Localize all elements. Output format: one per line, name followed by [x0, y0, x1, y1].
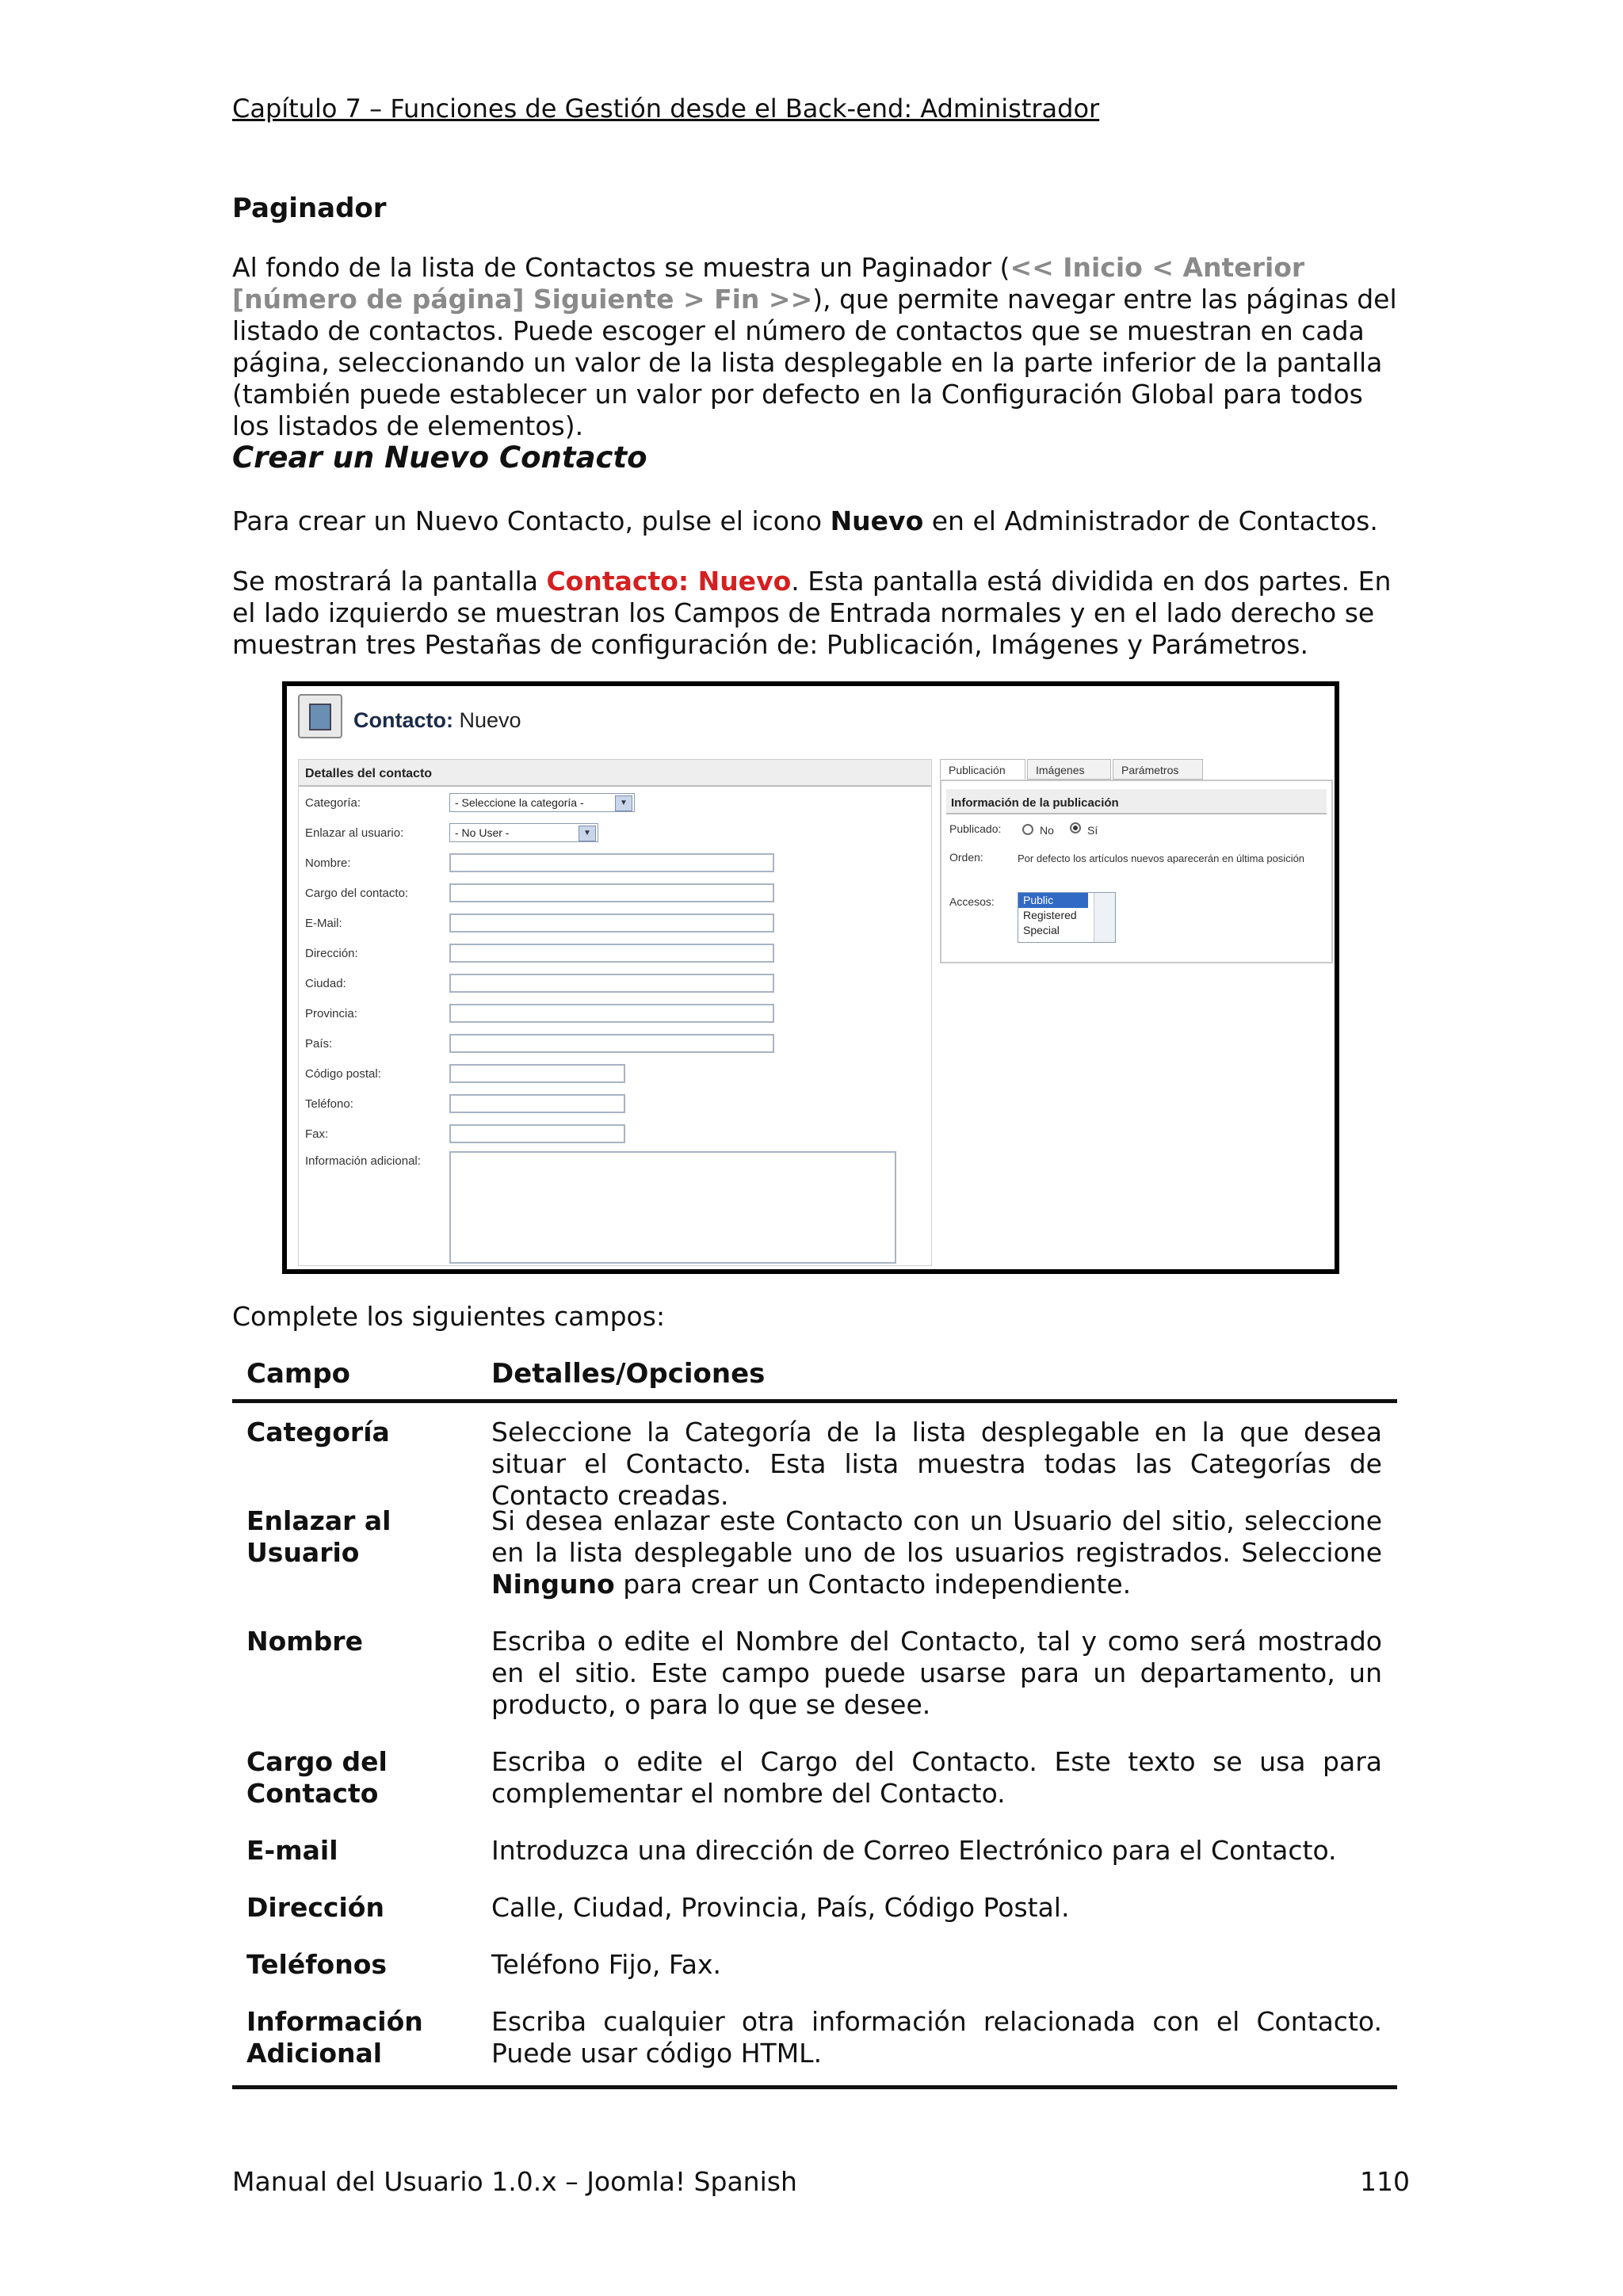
- radio-si[interactable]: [1070, 822, 1081, 833]
- direccion-input[interactable]: [449, 944, 774, 963]
- table-row-field: Enlazar al Usuario: [246, 1505, 391, 1568]
- categoria-label: Categoría:: [305, 796, 361, 810]
- table-row-field: E-mail: [246, 1835, 338, 1866]
- access-option-public[interactable]: Public: [1018, 893, 1088, 908]
- pais-input[interactable]: [449, 1034, 774, 1053]
- tab-parametros[interactable]: Parámetros: [1113, 759, 1203, 780]
- table-rule-bottom: [232, 2085, 1397, 2089]
- accesos-label: Accesos:: [949, 895, 995, 908]
- field-label: Provincia:: [305, 1007, 357, 1020]
- info-adicional-textarea[interactable]: [449, 1151, 896, 1264]
- ciudad-input[interactable]: [449, 974, 774, 993]
- enlazar-label: Enlazar al usuario:: [305, 826, 404, 840]
- tab-publicacion[interactable]: Publicación: [940, 759, 1025, 780]
- contact-details-heading: Detalles del contacto: [305, 767, 433, 780]
- paginador-paragraph: [232, 252, 1397, 442]
- table-row-field: Cargo del Contacto: [246, 1746, 388, 1809]
- table-row-detail: Escriba cualquier otra información relacionada con el Contacto. Puede usar código HTML.: [491, 2006, 1382, 2069]
- telefono-input[interactable]: [449, 1094, 625, 1113]
- publicado-label: Publicado:: [949, 822, 1002, 835]
- intro-paragraph: [232, 505, 1397, 537]
- field-label: País:: [305, 1037, 333, 1051]
- categoria-select[interactable]: - Seleccione la categoría - ▼: [449, 793, 635, 812]
- col-campo: Campo: [246, 1358, 351, 1390]
- desc-text-a: Se mostrará la pantalla: [232, 566, 547, 597]
- pager-example: << Inicio < Anterior [número de página] Siguiente > Fin >>: [232, 252, 1305, 315]
- contact-details-panel: [298, 759, 932, 1266]
- paginador-text-b: ), que permite navegar entre las páginas del listado de contactos. Puede escoger el número de contactos que se muestran en cada página, seleccionando un valor de la lista desplegable en la parte inferior de la pantalla (también puede establecer un valor por defecto en la Configuración Global para todos los listados de elementos).: [232, 284, 1397, 441]
- publication-heading: Información de la publicación: [951, 796, 1119, 810]
- tab-imagenes[interactable]: Imágenes: [1027, 759, 1111, 780]
- paginador-heading: Paginador: [232, 193, 387, 224]
- ninguno-bold: Ninguno: [491, 1569, 615, 1600]
- field-label: Cargo del contacto:: [305, 887, 409, 900]
- intro-text-a: Para crear un Nuevo Contacto, pulse el icono: [232, 505, 831, 536]
- radio-si-label: Sí: [1087, 824, 1098, 837]
- desc-red-screen-name: Contacto: Nuevo: [546, 566, 792, 597]
- table-row-detail: Si desea enlazar este Contacto con un Usuario del sitio, seleccione en la lista desplegable uno de los usuarios registrados. Seleccione Ninguno para crear un Contacto independiente.: [491, 1505, 1382, 1600]
- listbox-scrollbar[interactable]: [1094, 893, 1115, 942]
- contact-new-screenshot: [282, 681, 1339, 1274]
- field-label: Fax:: [305, 1127, 329, 1141]
- page-number: 110: [1360, 2166, 1410, 2197]
- description-paragraph: [232, 566, 1397, 661]
- field-label: Teléfono:: [305, 1097, 353, 1111]
- field-label: Dirección:: [305, 947, 358, 960]
- field-label: E-Mail:: [305, 917, 342, 930]
- accesos-listbox[interactable]: [1018, 892, 1116, 943]
- page-footer: Manual del Usuario 1.0.x – Joomla! Spanish: [232, 2166, 797, 2197]
- radio-no-label: No: [1040, 824, 1054, 837]
- field-label: Código postal:: [305, 1067, 381, 1081]
- paginador-text-a: Al fondo de la lista de Contactos se muestra un Paginador (: [232, 252, 1010, 283]
- nombre-input[interactable]: [449, 853, 774, 872]
- provincia-input[interactable]: [449, 1004, 774, 1023]
- section-title: Crear un Nuevo Contacto: [232, 441, 647, 475]
- table-row-detail: Calle, Ciudad, Provincia, País, Código Postal.: [491, 1892, 1070, 1923]
- enlazar-select[interactable]: - No User - ▼: [449, 823, 598, 842]
- table-rule-top: [232, 1399, 1397, 1403]
- chevron-down-icon: ▼: [579, 826, 596, 841]
- table-row-field: Información Adicional: [246, 2006, 423, 2069]
- table-header: [232, 1358, 1397, 1401]
- field-label: Información adicional:: [305, 1154, 421, 1168]
- publication-panel: [940, 780, 1333, 963]
- table-row-detail: Seleccione la Categoría de la lista desplegable en la que desea situar el Contacto. Esta lista muestra todas las Categorías de Contacto creadas.: [491, 1417, 1382, 1511]
- intro-bold-nuevo: Nuevo: [830, 505, 924, 536]
- table-row-detail: Escriba o edite el Cargo del Contacto. Este texto se usa para complementar el nombre del Contacto.: [491, 1746, 1382, 1809]
- orden-label: Orden:: [949, 851, 983, 864]
- chevron-down-icon: ▼: [615, 795, 632, 811]
- desc-text-b: . Esta pantalla está dividida en dos partes. En el lado izquierdo se muestran los Campos de Entrada normales y en el lado derecho se muestran tres Pestañas de configuración de: Publicación, Imágenes y Parámetros.: [232, 566, 1392, 660]
- intro-text-b: en el Administrador de Contactos.: [923, 505, 1378, 536]
- table-row-detail: Escriba o edite el Nombre del Contacto, tal y como será mostrado en el sitio. Este campo puede usarse para un departamento, un producto, o para lo que se desee.: [491, 1626, 1382, 1720]
- table-row-detail: Teléfono Fijo, Fax.: [491, 1949, 722, 1980]
- access-option-registered[interactable]: Registered: [1023, 909, 1077, 921]
- codigo-postal-input[interactable]: [449, 1064, 625, 1083]
- col-detalles: Detalles/Opciones: [491, 1358, 766, 1390]
- orden-text: Por defecto los artículos nuevos aparecerán en última posición: [1018, 852, 1305, 864]
- fax-input[interactable]: [449, 1124, 625, 1143]
- field-label: Ciudad:: [305, 977, 346, 990]
- radio-no[interactable]: [1022, 824, 1033, 835]
- table-row-field: Nombre: [246, 1626, 363, 1657]
- access-option-special[interactable]: Special: [1023, 924, 1060, 936]
- table-row-detail: Introduzca una dirección de Correo Electrónico para el Contacto.: [491, 1835, 1337, 1866]
- email-input[interactable]: [449, 913, 774, 933]
- table-row-field: Categoría: [246, 1417, 390, 1447]
- complete-fields-text: Complete los siguientes campos:: [232, 1301, 666, 1332]
- field-label: Nombre:: [305, 856, 351, 870]
- contact-toolbar-icon: [298, 694, 342, 738]
- table-row-field: Dirección: [246, 1892, 384, 1923]
- cargo-input[interactable]: [449, 883, 774, 902]
- screenshot-title: Contacto: Nuevo: [353, 708, 521, 732]
- table-row-field: Teléfonos: [246, 1949, 388, 1980]
- page-header: Capítulo 7 – Funciones de Gestión desde el Back-end: Administrador: [232, 93, 1100, 124]
